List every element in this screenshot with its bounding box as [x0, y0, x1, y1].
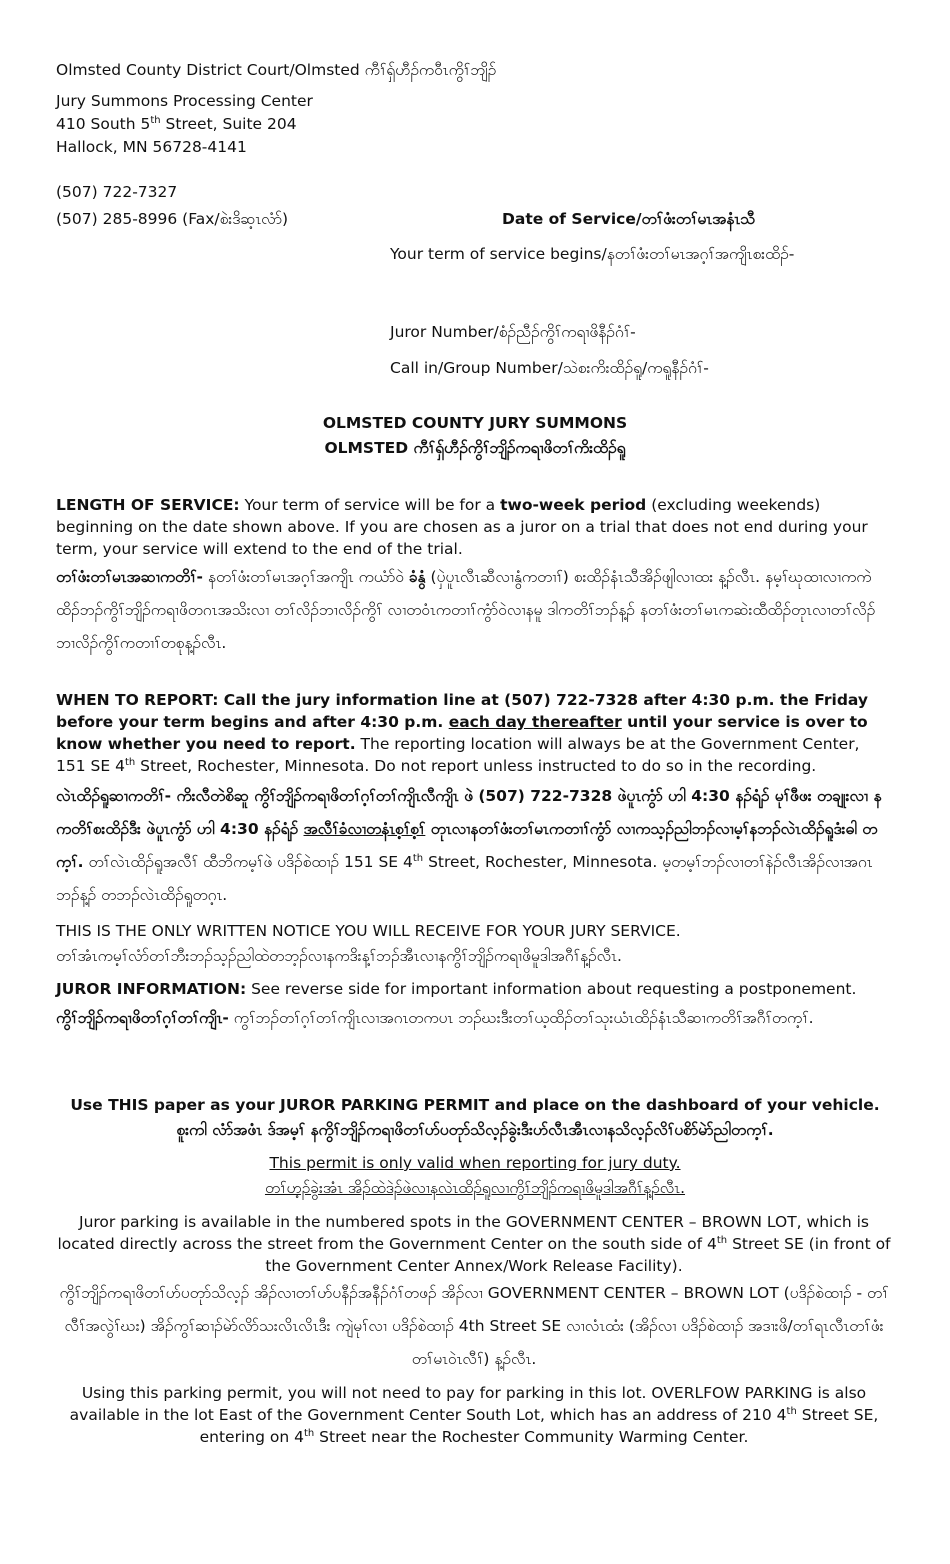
length-of-service-en: LENGTH OF SERVICE: Your term of service will be for a two-week period (excluding weekends) beginning on the date shown above. If you are chosen as a juror on a trial that does not end during your term, your service will extend to the end of the trial.	[56, 496, 868, 558]
parking-heading-en: Use THIS paper as your JUROR PARKING PERMIT and place on the dashboard of your vehicle.	[70, 1096, 880, 1114]
call-in-group-label: Call in/Group Number/သဲစးကိးထိၣ်ရူ/ကရူနီၣ်ဂံၢ်-	[390, 359, 709, 377]
permit-valid-en: This permit is only valid when reporting for jury duty.	[269, 1154, 681, 1172]
when-to-report-kar: လဲၤထိၣ်ရူဆၢကတိၢ်- ကိးလီတဲစိဆူ ကွိၢ်ဘျိၣ်ကရၢဖိတၢ်ဂ့ၢ်တၢ်ကျိၤလီကျိၤ ဖဲ (507) 722-7328 ဖဲပူၤကွံာ် ဟါ 4:30 နၣ်ရံၣ် မုၢ်ဖီဖး တချုးလၢ နကတိၢ်စးထိၣ်ဒီး ဖဲပူၤကွံာ် ဟါ 4:30 နၣ်ရံၣ် အလီၢ်ခံလၢတနံၤစ့ၢ်စ့ၢ် တုၤလၢနတၢ်ဖံးတၢ်မၤကတၢၢ်ကွံာ် လၢကသ့ၣ်ညါဘၣ်လၢမ့ၢ်နဘၣ်လဲၤထိၣ်ရူဒံးဓါ တက့ၢ်. တၢ်လဲၤထိၣ်ရူအလီၢ် ထီဘိကမ့ၢ်ဖဲ ပဒိၣ်စဲထၢၣ် 151 SE 4th Street, Rochester, Minnesota. မ့တမ့ၢ်ဘၣ်လၢတၢ်နဲၣ်လီၤအိၣ်လၢအဂၤဘၣ်န့ၣ် တဘၣ်လဲၤထိၣ်ရူတဂ့ၤ.	[56, 787, 882, 904]
court-name: Olmsted County District Court/Olmsted ကီၢ်ရှ်ဟီၣ်ကဝီၤကွိၢ်ဘျိၣ်	[56, 61, 497, 79]
only-notice-en: THIS IS THE ONLY WRITTEN NOTICE YOU WILL RECEIVE FOR YOUR JURY SERVICE.	[56, 922, 681, 940]
term-begins-label: Your term of service begins/နတၢ်ဖံးတၢ်မၤအဂ့ၢ်အကျိၤစးထိၣ်-	[390, 245, 795, 263]
parking-heading-kar: စူးကါ လံာ်အဖံၤ ဒ်အမ့ၢ် နကွိၢ်ဘျိၣ်ကရၢဖိတၢ်ဟ်ပတုာ်သိလ့ၣ်ခွဲးဒီးဟ်လီၤအီၤလၢနသိလ့ၣ်လိၢ်ပစိာ်မဲာ်ညါတက့ၢ်.	[176, 1121, 774, 1139]
parking-availability-en: Juror parking is available in the numbered spots in the GOVERNMENT CENTER – BROWN LOT, which is located directly across the street from the Government Center on the south side of 4th Street SE (in front of the Government Center Annex/Work Release Facility).	[57, 1213, 891, 1275]
length-of-service-kar: တၢ်ဖံးတၢ်မၤအဆၢကတိၢ်- နတၢ်ဖံးတၢ်မၤအဂ့ၢ်အကျိၤ ကယံာ်ဝဲ ခံနွံ (ပှဲပူၤလီၤဆီလၢနွံကတၢၢ်) စးထိၣ်နံၤသီအိၣ်ဖျါလၢထး န့ၣ်လီၤ. နမ့ၢ်ဃုထၢလၢကကဲထိၣ်ဘၣ်ကွိၢ်ဘျိၣ်ကရၢဖိတဂၤအသိးလၢ တၢ်လိၣ်ဘၢလိၣ်ကွိၢ် လၢတဝံၤကတၢၢ်ကွံာ်ဝဲလၢနမူ ဒါကတိၢ်ဘၣ်န့ၣ် နတၢ်ဖံးတၢ်မၤကဆဲးထီထိၣ်တုၤလၢတၢ်လိၣ်ဘၢလိၣ်ကွိၢ်ကတၢၢ်တစုန့ၣ်လီၤ.	[56, 568, 876, 652]
fax-number: (507) 285-8996 (Fax/စဲးဒိဆ့ၤလံာ်)	[56, 210, 289, 228]
date-of-service-label: Date of Service/တၢ်ဖံးတၢ်မၤအနံၤသီ	[502, 210, 756, 228]
parking-availability-kar: ကွိၢ်ဘျိၣ်ကရၢဖိတၢ်ဟ်ပတုာ်သိလ့ၣ် အိၣ်လၢတၢ်ဟ်ပနီၣ်အနီၣ်ဂံၢ်တဖၣ် အိၣ်လၢ GOVERNMENT CENTER – BROWN LOT (ပဒိၣ်စဲထၢၣ် - တၢ်လီၢ်အလွဲၢ်ဃး) အိၣ်ကွၢ်ဆၢၣ်မဲာ်လိာ်သးလိၤလိၤဒီး ကျဲမုၢ်လၢ ပဒိၣ်စဲထၢၣ် 4th Street SE လၢလံၤထံး (အိၣ်လၢ ပဒိၣ်စဲထၢၣ် အဒၢးဖိ/တၢ်ရၤလီၤတၢ်ဖံးတၢ်မၤဝဲၤလီၢ်) န့ၣ်လီၤ.	[59, 1284, 889, 1368]
parking-permit-usage-en: Using this parking permit, you will not need to pay for parking in this lot. OVERLFOW PARKING is also available in the lot East of the Government Center South Lot, which has an address of 210 4th Street SE, entering on 4th Street near the Rochester Community Warming Center.	[69, 1384, 879, 1446]
permit-valid-kar: တၢ်ဟ့ၣ်ခွဲးအံၤ အိၣ်ထဲဒဲၣ်ဖဲလၢနလဲၤထိၣ်ရူလၢကွိၢ်ဘျိၣ်ကရၢဖိမူဒါအဂီၢ်န့ၣ်လီၤ.	[264, 1179, 686, 1197]
juror-information-en: JUROR INFORMATION: See reverse side for important information about requesting a postponement.	[56, 980, 857, 998]
city-address: Hallock, MN 56728-4141	[56, 138, 247, 156]
processing-center: Jury Summons Processing Center	[56, 92, 313, 110]
summons-title-kar: OLMSTED ကီၢ်ရှ်ဟီၣ်ကွိၢ်ဘျိၣ်ကရၢဖိတၢ်ကိးထိၣ်ရူ	[324, 439, 626, 457]
only-notice-kar: တၢ်အံၤကမ့ၢ်လံာ်တၢ်ဘီးဘၣ်သ့ၣ်ညါထဲတဘ့ၣ်လၢနကဒိးန့ၢ်ဘၣ်အီၤလၢနကွိၢ်ဘျိၣ်ကရၢဖိမူဒါအဂီၢ်န့ၣ်လီၤ.	[56, 947, 622, 965]
street-address: 410 South 5th Street, Suite 204	[56, 114, 297, 133]
juror-number-label: Juror Number/စံၣ်ညီၣ်ကွိၢ်ကရၢဖိနီၣ်ဂံၢ်-	[390, 323, 636, 341]
when-to-report-en: WHEN TO REPORT: Call the jury information line at (507) 722-7328 after 4:30 p.m. the Friday before your term begins and after 4:30 p.m. each day thereafter until your service is over to know whether you need to report. The reporting location will always be at the Government Center, 151 SE 4th Street, Rochester, Minnesota. Do not report unless instructed to do so in the recording.	[56, 691, 868, 775]
phone-number: (507) 722-7327	[56, 183, 178, 201]
summons-title-en: OLMSTED COUNTY JURY SUMMONS	[322, 414, 628, 432]
juror-information-kar: ကွိၢ်ဘျိၣ်ကရၢဖိတၢ်ဂ့ၢ်တၢ်ကျိၤ- ကွၢ်ဘၣ်တၢ်ဂ့ၢ်တၢ်ကျိၤလၢအဂၤတကပၤ ဘၣ်ဃးဒီးတၢ်ယ့ထိၣ်တၢ်သုးယံၤထိၣ်နံၤသီဆၢကတိၢ်အဂီၢ်တက့ၢ်.	[56, 1009, 814, 1027]
